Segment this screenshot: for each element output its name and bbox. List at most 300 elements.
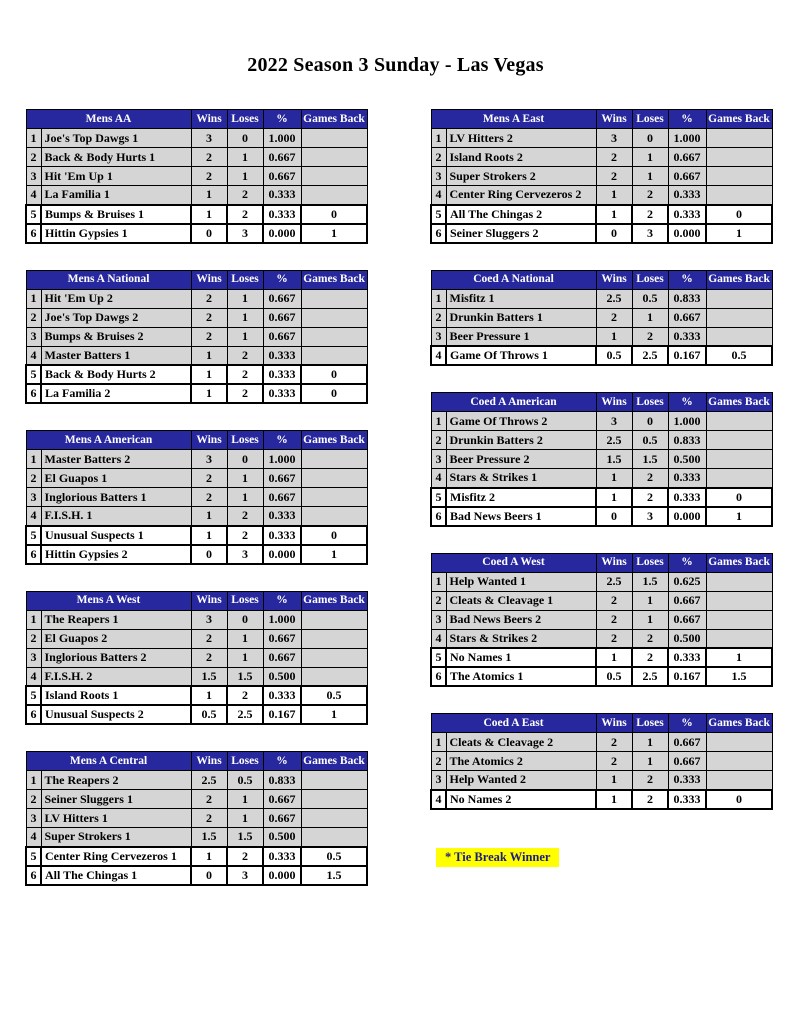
pct-cell: 0.667 xyxy=(263,327,301,346)
loses-cell: 1 xyxy=(632,610,668,629)
games-back-cell xyxy=(706,186,772,205)
pct-cell: 1.000 xyxy=(263,610,301,629)
column-header-loses: Loses xyxy=(227,270,263,289)
games-back-cell: 0 xyxy=(301,384,367,403)
wins-cell: 1 xyxy=(596,648,632,667)
pct-cell: 0.333 xyxy=(668,771,706,790)
column-header-: % xyxy=(263,110,301,129)
games-back-cell: 0 xyxy=(706,488,772,507)
pct-cell: 0.667 xyxy=(668,167,706,186)
team-name-cell: Unusual Suspects 1 xyxy=(41,526,191,545)
division-title: Coed A American xyxy=(431,393,596,412)
pct-cell: 0.667 xyxy=(263,289,301,308)
loses-cell: 1 xyxy=(227,289,263,308)
rank-cell: 3 xyxy=(26,809,41,828)
rank-cell: 2 xyxy=(431,431,446,450)
team-name-cell: The Reapers 2 xyxy=(41,771,191,790)
column-header-wins: Wins xyxy=(191,591,227,610)
pct-cell: 0.667 xyxy=(668,733,706,752)
loses-cell: 1 xyxy=(227,809,263,828)
pct-cell: 0.333 xyxy=(263,346,301,365)
wins-cell: 1 xyxy=(596,469,632,488)
loses-cell: 1 xyxy=(227,790,263,809)
rank-cell: 6 xyxy=(26,384,41,403)
column-header-: % xyxy=(668,553,706,572)
loses-cell: 1.5 xyxy=(632,572,668,591)
column-header-wins: Wins xyxy=(596,553,632,572)
games-back-cell xyxy=(706,167,772,186)
loses-cell: 1 xyxy=(227,488,263,507)
column-header-: % xyxy=(263,591,301,610)
table-row xyxy=(26,384,367,403)
games-back-cell xyxy=(301,186,367,205)
games-back-cell: 0 xyxy=(706,790,772,809)
pct-cell: 0.500 xyxy=(263,667,301,686)
loses-cell: 2 xyxy=(227,205,263,224)
rank-cell: 1 xyxy=(26,450,41,469)
games-back-cell xyxy=(301,488,367,507)
games-back-cell xyxy=(706,733,772,752)
games-back-cell xyxy=(706,129,772,148)
team-name-cell: Master Batters 1 xyxy=(41,346,191,365)
team-name-cell: Joe's Top Dawgs 1 xyxy=(41,129,191,148)
pct-cell: 0.333 xyxy=(668,488,706,507)
table-row xyxy=(26,686,367,705)
pct-cell: 0.333 xyxy=(263,526,301,545)
games-back-cell: 1 xyxy=(706,648,772,667)
rank-cell: 2 xyxy=(431,752,446,771)
wins-cell: 2 xyxy=(191,327,227,346)
column-header-: % xyxy=(263,431,301,450)
rank-cell: 1 xyxy=(431,412,446,431)
wins-cell: 1 xyxy=(191,346,227,365)
pct-cell: 0.333 xyxy=(668,205,706,224)
team-name-cell: Island Roots 1 xyxy=(41,686,191,705)
team-name-cell: Inglorious Batters 1 xyxy=(41,488,191,507)
games-back-cell: 0.5 xyxy=(301,847,367,866)
rank-cell: 4 xyxy=(26,667,41,686)
division-title: Mens AA xyxy=(26,110,191,129)
team-name-cell: Super Strokers 1 xyxy=(41,828,191,847)
rank-cell: 4 xyxy=(26,186,41,205)
table-row xyxy=(26,308,367,327)
pct-cell: 0.333 xyxy=(668,648,706,667)
pct-cell: 1.000 xyxy=(263,450,301,469)
standings-table-mens-a-american xyxy=(25,430,368,565)
tables-area xyxy=(25,109,770,912)
team-name-cell: Island Roots 2 xyxy=(446,148,596,167)
pct-cell: 0.000 xyxy=(668,507,706,526)
wins-cell: 3 xyxy=(596,129,632,148)
team-name-cell: El Guapos 2 xyxy=(41,629,191,648)
wins-cell: 0 xyxy=(596,224,632,243)
team-name-cell: Back & Body Hurts 1 xyxy=(41,148,191,167)
table-row xyxy=(431,469,772,488)
team-name-cell: La Familia 2 xyxy=(41,384,191,403)
column-header-games-back: Games Back xyxy=(301,752,367,771)
table-row xyxy=(431,308,772,327)
rank-cell: 4 xyxy=(431,346,446,365)
table-row xyxy=(431,346,772,365)
column-header-wins: Wins xyxy=(596,270,632,289)
games-back-cell: 0 xyxy=(301,526,367,545)
loses-cell: 1.5 xyxy=(632,450,668,469)
loses-cell: 1 xyxy=(632,167,668,186)
table-row xyxy=(26,167,367,186)
pct-cell: 0.000 xyxy=(263,545,301,564)
loses-cell: 1 xyxy=(227,648,263,667)
pct-cell: 0.500 xyxy=(263,828,301,847)
team-name-cell: Center Ring Cervezeros 1 xyxy=(41,847,191,866)
wins-cell: 2 xyxy=(191,809,227,828)
pct-cell: 0.333 xyxy=(263,186,301,205)
rank-cell: 4 xyxy=(26,507,41,526)
wins-cell: 2 xyxy=(596,308,632,327)
rank-cell: 5 xyxy=(431,488,446,507)
column-header-: % xyxy=(668,110,706,129)
table-row xyxy=(431,205,772,224)
pct-cell: 0.625 xyxy=(668,572,706,591)
loses-cell: 1 xyxy=(227,308,263,327)
division-title: Coed A National xyxy=(431,270,596,289)
column-header-wins: Wins xyxy=(191,110,227,129)
wins-cell: 0 xyxy=(596,507,632,526)
rank-cell: 2 xyxy=(26,469,41,488)
wins-cell: 1.5 xyxy=(191,667,227,686)
team-name-cell: No Names 2 xyxy=(446,790,596,809)
table-row xyxy=(26,866,367,885)
loses-cell: 2 xyxy=(632,327,668,346)
table-row xyxy=(26,847,367,866)
column-header-wins: Wins xyxy=(596,714,632,733)
column-header-games-back: Games Back xyxy=(301,591,367,610)
wins-cell: 2 xyxy=(191,648,227,667)
games-back-cell xyxy=(301,648,367,667)
right-column xyxy=(430,109,770,867)
table-row xyxy=(431,667,772,686)
team-name-cell: Game Of Throws 2 xyxy=(446,412,596,431)
team-name-cell: Misfitz 2 xyxy=(446,488,596,507)
games-back-cell: 1 xyxy=(706,224,772,243)
table-row xyxy=(431,327,772,346)
table-row xyxy=(26,771,367,790)
wins-cell: 0 xyxy=(191,866,227,885)
left-column xyxy=(25,109,366,912)
rank-cell: 5 xyxy=(431,648,446,667)
table-header-row xyxy=(26,110,367,129)
rank-cell: 3 xyxy=(431,167,446,186)
team-name-cell: Unusual Suspects 2 xyxy=(41,705,191,724)
games-back-cell xyxy=(301,828,367,847)
rank-cell: 1 xyxy=(431,289,446,308)
tie-break-note: * Tie Break Winner xyxy=(436,848,559,867)
pct-cell: 0.333 xyxy=(668,469,706,488)
standings-table-coed-a-west xyxy=(430,553,773,688)
team-name-cell: El Guapos 1 xyxy=(41,469,191,488)
wins-cell: 2 xyxy=(596,591,632,610)
games-back-cell xyxy=(706,450,772,469)
loses-cell: 1.5 xyxy=(227,667,263,686)
column-header-games-back: Games Back xyxy=(706,393,772,412)
loses-cell: 1 xyxy=(632,733,668,752)
loses-cell: 2 xyxy=(227,847,263,866)
loses-cell: 2 xyxy=(227,365,263,384)
column-header-: % xyxy=(263,752,301,771)
team-name-cell: The Atomics 2 xyxy=(446,752,596,771)
loses-cell: 0 xyxy=(227,610,263,629)
wins-cell: 1 xyxy=(596,771,632,790)
team-name-cell: The Atomics 1 xyxy=(446,667,596,686)
games-back-cell xyxy=(301,308,367,327)
loses-cell: 2 xyxy=(632,488,668,507)
games-back-cell xyxy=(301,167,367,186)
standings-table-coed-a-national xyxy=(430,270,773,367)
table-row xyxy=(26,289,367,308)
rank-cell: 2 xyxy=(26,790,41,809)
pct-cell: 0.333 xyxy=(668,790,706,809)
rank-cell: 6 xyxy=(431,667,446,686)
wins-cell: 2 xyxy=(191,629,227,648)
page-title: 2022 Season 3 Sunday - Las Vegas xyxy=(247,54,544,76)
table-row xyxy=(431,572,772,591)
pct-cell: 0.833 xyxy=(668,289,706,308)
table-row xyxy=(26,507,367,526)
rank-cell: 1 xyxy=(26,610,41,629)
wins-cell: 2.5 xyxy=(596,289,632,308)
table-row xyxy=(431,507,772,526)
games-back-cell xyxy=(706,431,772,450)
wins-cell: 1 xyxy=(191,186,227,205)
wins-cell: 1 xyxy=(596,205,632,224)
team-name-cell: Help Wanted 2 xyxy=(446,771,596,790)
team-name-cell: F.I.S.H. 2 xyxy=(41,667,191,686)
wins-cell: 1.5 xyxy=(191,828,227,847)
games-back-cell xyxy=(301,469,367,488)
games-back-cell: 1 xyxy=(301,224,367,243)
rank-cell: 1 xyxy=(431,129,446,148)
table-row xyxy=(431,648,772,667)
division-title: Mens A Central xyxy=(26,752,191,771)
wins-cell: 3 xyxy=(191,450,227,469)
table-row xyxy=(431,167,772,186)
team-name-cell: Hit 'Em Up 2 xyxy=(41,289,191,308)
games-back-cell xyxy=(706,610,772,629)
table-header-row xyxy=(431,393,772,412)
table-row xyxy=(431,129,772,148)
table-row xyxy=(431,148,772,167)
pct-cell: 0.667 xyxy=(263,488,301,507)
team-name-cell: Back & Body Hurts 2 xyxy=(41,365,191,384)
division-title: Mens A East xyxy=(431,110,596,129)
games-back-cell xyxy=(301,790,367,809)
division-title: Coed A West xyxy=(431,553,596,572)
table-row xyxy=(26,365,367,384)
rank-cell: 6 xyxy=(431,507,446,526)
team-name-cell: Help Wanted 1 xyxy=(446,572,596,591)
team-name-cell: Misfitz 1 xyxy=(446,289,596,308)
games-back-cell: 0 xyxy=(301,205,367,224)
wins-cell: 1 xyxy=(191,526,227,545)
table-row xyxy=(431,733,772,752)
rank-cell: 3 xyxy=(431,771,446,790)
team-name-cell: Beer Pressure 1 xyxy=(446,327,596,346)
column-header-loses: Loses xyxy=(632,270,668,289)
pct-cell: 0.667 xyxy=(668,591,706,610)
rank-cell: 6 xyxy=(26,545,41,564)
table-row xyxy=(26,450,367,469)
pct-cell: 0.667 xyxy=(263,629,301,648)
table-row xyxy=(26,667,367,686)
wins-cell: 1 xyxy=(191,365,227,384)
loses-cell: 0 xyxy=(227,450,263,469)
table-row xyxy=(26,526,367,545)
games-back-cell xyxy=(301,667,367,686)
team-name-cell: All The Chingas 2 xyxy=(446,205,596,224)
wins-cell: 0 xyxy=(191,224,227,243)
team-name-cell: Cleats & Cleavage 2 xyxy=(446,733,596,752)
games-back-cell: 1.5 xyxy=(706,667,772,686)
wins-cell: 0.5 xyxy=(596,667,632,686)
games-back-cell xyxy=(301,327,367,346)
table-row xyxy=(431,610,772,629)
division-title: Mens A National xyxy=(26,270,191,289)
column-header-games-back: Games Back xyxy=(706,270,772,289)
team-name-cell: La Familia 1 xyxy=(41,186,191,205)
standings-table-mens-aa xyxy=(25,109,368,244)
loses-cell: 2 xyxy=(632,648,668,667)
wins-cell: 1 xyxy=(191,686,227,705)
standings-table-coed-a-american xyxy=(430,392,773,527)
pct-cell: 0.000 xyxy=(263,224,301,243)
team-name-cell: No Names 1 xyxy=(446,648,596,667)
team-name-cell: All The Chingas 1 xyxy=(41,866,191,885)
rank-cell: 4 xyxy=(431,790,446,809)
team-name-cell: Drunkin Batters 2 xyxy=(446,431,596,450)
games-back-cell: 0.5 xyxy=(301,686,367,705)
loses-cell: 2 xyxy=(632,629,668,648)
games-back-cell xyxy=(301,610,367,629)
rank-cell: 4 xyxy=(431,469,446,488)
rank-cell: 2 xyxy=(431,308,446,327)
table-row xyxy=(26,705,367,724)
wins-cell: 1 xyxy=(596,327,632,346)
rank-cell: 3 xyxy=(431,327,446,346)
pct-cell: 0.833 xyxy=(668,431,706,450)
wins-cell: 2 xyxy=(191,488,227,507)
loses-cell: 0 xyxy=(632,129,668,148)
loses-cell: 1 xyxy=(227,469,263,488)
table-header-row xyxy=(26,270,367,289)
pct-cell: 0.500 xyxy=(668,450,706,469)
games-back-cell xyxy=(301,289,367,308)
loses-cell: 2 xyxy=(632,469,668,488)
pct-cell: 0.667 xyxy=(263,167,301,186)
wins-cell: 1 xyxy=(596,488,632,507)
pct-cell: 0.167 xyxy=(668,667,706,686)
pct-cell: 1.000 xyxy=(668,129,706,148)
team-name-cell: Stars & Strikes 1 xyxy=(446,469,596,488)
games-back-cell xyxy=(706,148,772,167)
pct-cell: 0.667 xyxy=(668,752,706,771)
team-name-cell: The Reapers 1 xyxy=(41,610,191,629)
wins-cell: 2 xyxy=(596,629,632,648)
games-back-cell xyxy=(706,629,772,648)
table-header-row xyxy=(431,714,772,733)
table-header-row xyxy=(26,431,367,450)
loses-cell: 0.5 xyxy=(632,431,668,450)
column-header-games-back: Games Back xyxy=(301,431,367,450)
standings-table-mens-a-national xyxy=(25,270,368,405)
table-header-row xyxy=(26,591,367,610)
wins-cell: 1 xyxy=(191,847,227,866)
team-name-cell: Cleats & Cleavage 1 xyxy=(446,591,596,610)
team-name-cell: Joe's Top Dawgs 2 xyxy=(41,308,191,327)
pct-cell: 0.667 xyxy=(263,148,301,167)
pct-cell: 0.333 xyxy=(668,186,706,205)
table-row xyxy=(26,224,367,243)
wins-cell: 2 xyxy=(596,167,632,186)
team-name-cell: Hit 'Em Up 1 xyxy=(41,167,191,186)
table-row xyxy=(26,129,367,148)
loses-cell: 2 xyxy=(227,507,263,526)
games-back-cell xyxy=(301,346,367,365)
loses-cell: 2.5 xyxy=(632,667,668,686)
rank-cell: 4 xyxy=(26,828,41,847)
wins-cell: 0.5 xyxy=(191,705,227,724)
pct-cell: 0.333 xyxy=(263,507,301,526)
pct-cell: 0.167 xyxy=(263,705,301,724)
table-row xyxy=(431,790,772,809)
wins-cell: 3 xyxy=(191,129,227,148)
loses-cell: 0.5 xyxy=(227,771,263,790)
standings-table-coed-a-east xyxy=(430,713,773,810)
table-row xyxy=(26,205,367,224)
table-row xyxy=(26,488,367,507)
table-row xyxy=(431,488,772,507)
games-back-cell xyxy=(706,412,772,431)
rank-cell: 4 xyxy=(431,629,446,648)
rank-cell: 5 xyxy=(26,526,41,545)
games-back-cell xyxy=(301,450,367,469)
table-row xyxy=(431,289,772,308)
loses-cell: 0 xyxy=(632,412,668,431)
team-name-cell: Seiner Sluggers 2 xyxy=(446,224,596,243)
team-name-cell: Seiner Sluggers 1 xyxy=(41,790,191,809)
right-column-tables xyxy=(430,109,770,810)
games-back-cell xyxy=(301,629,367,648)
loses-cell: 1.5 xyxy=(227,828,263,847)
team-name-cell: Super Strokers 2 xyxy=(446,167,596,186)
pct-cell: 0.333 xyxy=(263,847,301,866)
rank-cell: 2 xyxy=(26,629,41,648)
column-header-loses: Loses xyxy=(227,110,263,129)
pct-cell: 0.000 xyxy=(263,866,301,885)
team-name-cell: Drunkin Batters 1 xyxy=(446,308,596,327)
column-header-loses: Loses xyxy=(227,752,263,771)
pct-cell: 1.000 xyxy=(263,129,301,148)
games-back-cell xyxy=(706,591,772,610)
loses-cell: 1 xyxy=(227,167,263,186)
pct-cell: 0.333 xyxy=(668,327,706,346)
games-back-cell: 0.5 xyxy=(706,346,772,365)
table-row xyxy=(26,545,367,564)
loses-cell: 3 xyxy=(632,224,668,243)
rank-cell: 5 xyxy=(26,205,41,224)
wins-cell: 2 xyxy=(596,733,632,752)
pct-cell: 0.667 xyxy=(263,809,301,828)
wins-cell: 2 xyxy=(191,308,227,327)
column-header-wins: Wins xyxy=(191,752,227,771)
